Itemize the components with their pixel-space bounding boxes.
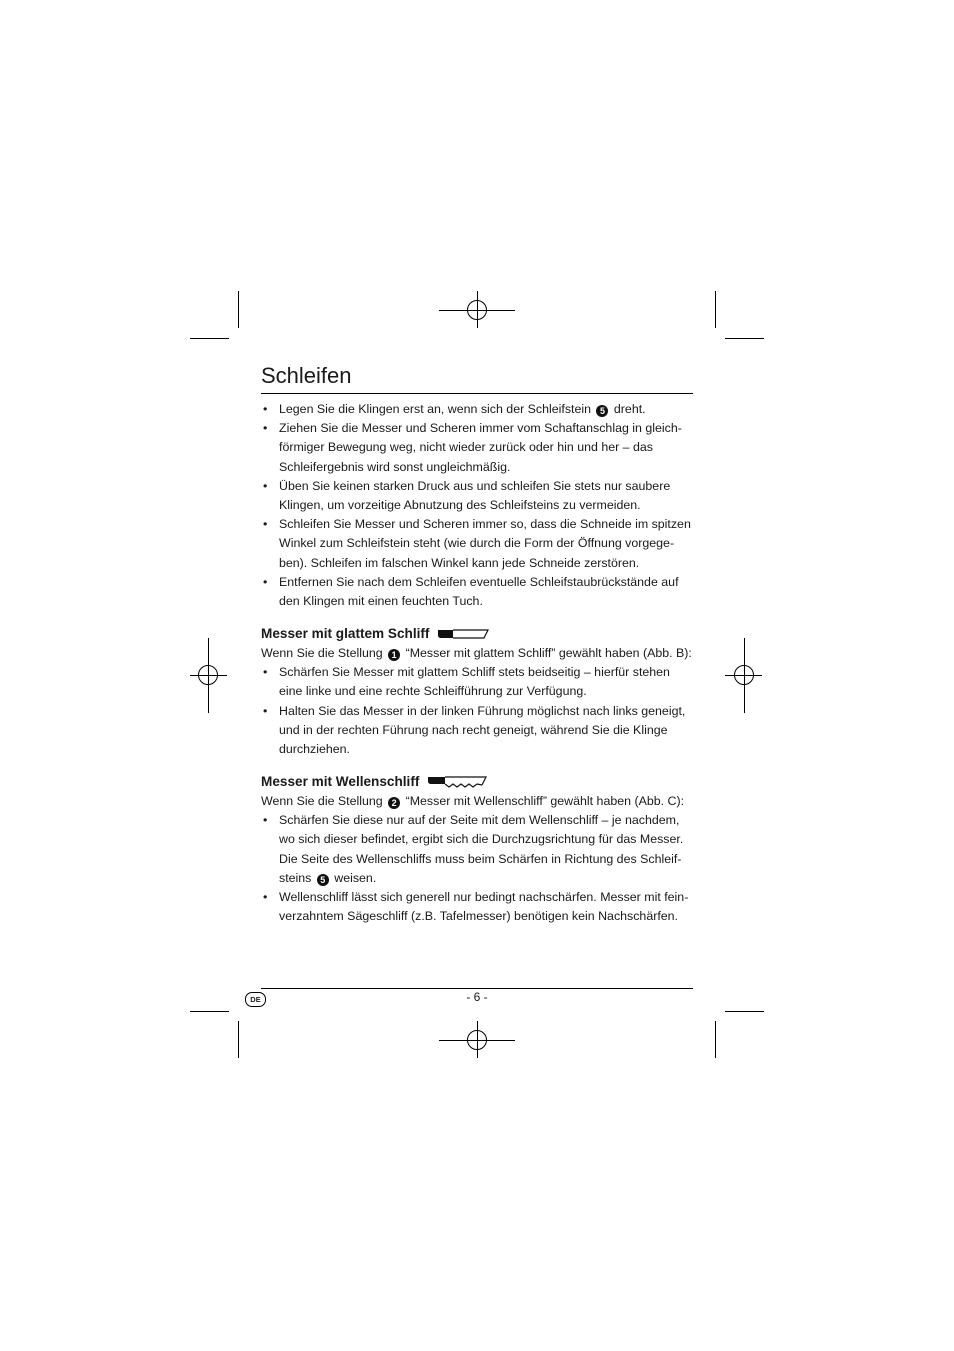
list-item: • Schleifen Sie Messer und Scheren immer so, dass die Schneide im spitzen Winkel zum Schleifstein steht (wie durch die Form der Öffnung vorgege-ben). Schleifen im falschen Winkel kann jede Schneide zerstören. bbox=[261, 515, 693, 573]
section-smooth bbox=[261, 624, 693, 759]
title-rule bbox=[261, 393, 693, 394]
section-intro: Wenn Sie die Stellung 2 “Messer mit Wellenschliff” gewählt haben (Abb. C): bbox=[261, 794, 685, 808]
smooth-knife-icon bbox=[437, 628, 489, 640]
list-item: • Ziehen Sie die Messer und Scheren immer vom Schaftanschlag in gleich-förmiger Bewegung weg, nicht wieder zurück oder hin und her – das Schleifergebnis wird sonst ungleichmäßig. bbox=[261, 419, 693, 477]
list-item: • Halten Sie das Messer in der linken Führung möglichst nach links geneigt, und in der rechten Führung nach recht geneigt, während Sie die Klinge durchziehen. bbox=[261, 702, 693, 760]
section-heading: Messer mit glattem Schliff bbox=[261, 624, 693, 644]
intro-list bbox=[261, 400, 693, 611]
ref-number-badge: 5 bbox=[317, 874, 329, 886]
section-intro: Wenn Sie die Stellung 1 “Messer mit glattem Schliff” gewählt haben (Abb. B): bbox=[261, 646, 692, 660]
page-title: Schleifen bbox=[261, 363, 352, 388]
language-badge: DE bbox=[245, 992, 266, 1007]
list-item: • Üben Sie keinen starken Druck aus und schleifen Sie stets nur saubere Klingen, um vorzeitige Abnutzung des Schleifsteins zu vermeiden. bbox=[261, 477, 693, 515]
section-heading: Messer mit Wellenschliff bbox=[261, 772, 693, 792]
footer-rule bbox=[261, 988, 693, 989]
list-item: • Schärfen Sie Messer mit glattem Schliff stets beidseitig – hierfür stehen eine linke und eine rechte Schleifführung zur Verfügung. bbox=[261, 663, 693, 701]
page-number: - 6 - bbox=[466, 990, 488, 1004]
section-serrated bbox=[261, 772, 693, 926]
list-item: • Legen Sie die Klingen erst an, wenn sich der Schleifstein 5 dreht. bbox=[261, 400, 693, 419]
ref-number-badge: 2 bbox=[388, 797, 400, 809]
ref-number-badge: 5 bbox=[596, 405, 608, 417]
list-item: • Schärfen Sie diese nur auf der Seite mit dem Wellenschliff – je nachdem, wo sich dieser befindet, ergibt sich die Durchzugsrichtung für das Messer. Die Seite des Wellenschliffs muss beim Schärfen in Richtung des Schleif-steins 5 weisen. bbox=[261, 811, 693, 888]
serrated-knife-icon bbox=[427, 775, 487, 789]
list-item: • Wellenschliff lässt sich generell nur bedingt nachschärfen. Messer mit fein-verzahntem Sägeschliff (z.B. Tafelmesser) benötigen kein Nachschärfen. bbox=[261, 888, 693, 926]
ref-number-badge: 1 bbox=[388, 649, 400, 661]
list-item: • Entfernen Sie nach dem Schleifen eventuelle Schleifstaubrückstände auf den Klingen mit einen feuchten Tuch. bbox=[261, 573, 693, 611]
